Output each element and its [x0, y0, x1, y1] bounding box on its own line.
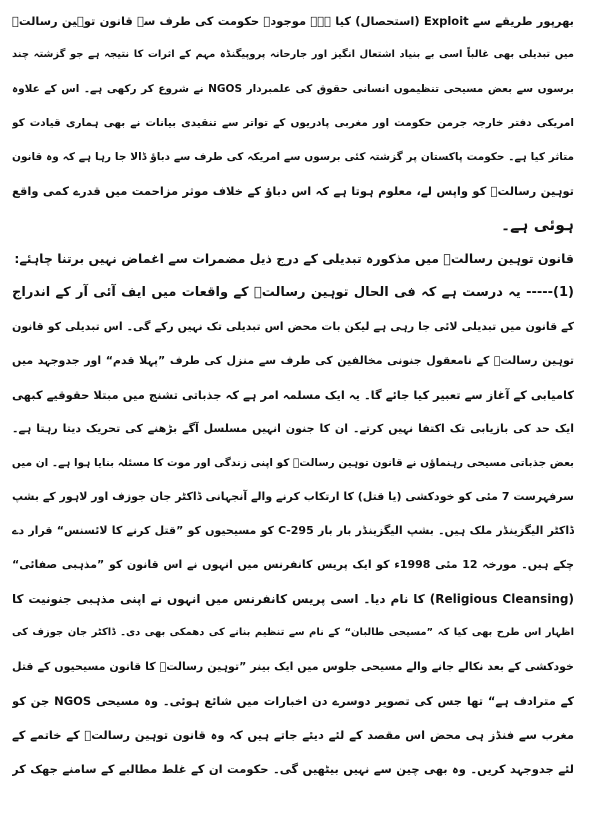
- text-line: (1)----- یہ درست ہے کہ فی الحال توہین رسالتؐ کے واقعات میں ایف آئی آر کے اندراج: [12, 285, 574, 300]
- text-line: توہین رسالتؐ کے نامعقول جنونی مخالفین کی طرف سے منزل کی طرف ”پہلا قدم“ اور جدوجہد میں: [12, 354, 574, 367]
- text-line: سرفہرست 7 مئی کو خودکشی (یا قتل) کا ارتکاب کرنے والے آنجہانی ڈاکٹر جان جوزف اور لاہور کے بشپ: [12, 490, 574, 503]
- text-line: متاثر کیا ہے۔ حکومت پاکستان پر گزشتہ کئی برسوں سے امریکہ کی طرف سے دباؤ ڈالا جا رہا ہے کہ وہ قانون: [12, 151, 574, 163]
- text-line: کے مترادف ہے“ تھا جس کی تصویر دوسرے دن اخبارات میں شائع ہوئی۔ وہ مسیحی NGOS جن کو: [12, 694, 574, 708]
- text-line: خودکشی کے بعد نکالے جانے والے مسیحی جلوس میں ایک بینر ”توہین رسالتؐ کا قانون مسیحیوں کے قتل: [12, 660, 574, 673]
- text-line: کے قانون میں تبدیلی لائی جا رہی ہے لیکن بات محض اس تبدیلی تک نہیں رکے گی۔ اس تبدیلی کو قانون: [12, 320, 574, 333]
- text-line: میں تبدیلی بھی غالباً اسی بے بنیاد اشتعال انگیز اور جارحانہ پروپیگنڈہ مہم کے اثرات کا نتیجہ ہے جو گزشتہ چند: [12, 49, 574, 60]
- text-line: برسوں سے بعض مسیحی تنظیموں انسانی حقوق کی علمبردار NGOS نے شروع کر رکھی ہے۔ اس کے علاوہ: [12, 83, 574, 95]
- text-line: بعض جذباتی مسیحی رہنماؤں نے قانون توہین رسالتؐ کو اپنی زندگی اور موت کا مسئلہ بنایا ہوا ہے۔ ان میں: [12, 457, 574, 469]
- text-line: ہوئی ہے۔: [501, 216, 574, 234]
- text-line: چکے ہیں۔ مورخہ 12 مئی 1998ء کو ایک پریس کانفرنس میں انہوں نے اس قانون کو ”مذہبی صفائی“: [12, 558, 574, 571]
- text-line: توہین رسالتؐ کو واپس لے، معلوم ہوتا ہے کہ اس دباؤ کے خلاف موثر مزاحمت میں قدرے کمی واقع: [12, 184, 574, 198]
- text-line: کامیابی کے آغاز سے تعبیر کیا جائے گا۔ یہ ایک مسلمہ امر ہے کہ جذباتی تشنج میں مبتلا حقوقیے کبھی: [12, 388, 574, 402]
- text-line: ایک حد کی بازیابی تک اکتفا نہیں کرتے۔ ان کا جنون انہیں مسلسل آگے بڑھنے کی تحریک دیتا رہتا ہے۔: [12, 422, 574, 435]
- text-line: قانون توہین رسالتؐ میں مذکورہ تبدیلی کے درج ذیل مضمرات سے اغماض نہیں برتنا چاہئے:: [14, 251, 574, 266]
- text-line: لئے جدوجہد کریں۔ وہ بھی چین سے نہیں بیٹھیں گی۔ حکومت ان کے غلط مطالبے کے سامنے جھک کر: [12, 762, 574, 776]
- text-line: ڈاکٹر الیگزینڈر ملک ہیں۔ بشپ الیگزینڈر بار بار 295-C کو مسیحیوں کو ”قتل کرنے کا لائسنس“ قرار دے: [12, 524, 574, 537]
- text-line: (Religious Cleansing) کا نام دیا۔ اسی پریس کانفرنس میں انہوں نے اپنی مذہبی جنونیت کا: [12, 592, 574, 606]
- text-line: مغرب سے فنڈز ہی محض اس مقصد کے لئے دیئے جاتے ہیں کہ وہ قانون توہین رسالتؐ کے خاتمے کے: [12, 728, 574, 742]
- text-line: اظہار اس طرح بھی کیا کہ ”مسیحی طالبان“ کے نام سے تنظیم بنانے کی دھمکی بھی دی۔ ڈاکٹر جان جوزف کی: [12, 627, 574, 638]
- text-line: امریکی دفتر خارجہ جرمن حکومت اور مغربی پادریوں کے تواتر سے تنقیدی بیانات نے بھی ہماری قیادت کو: [12, 117, 574, 129]
- text-line: بھرپور طریقے سے Exploit (استحصال) کیا ہے۔ موجودہ حکومت کی طرف سے قانون توہین رسالتؐ: [12, 14, 574, 28]
